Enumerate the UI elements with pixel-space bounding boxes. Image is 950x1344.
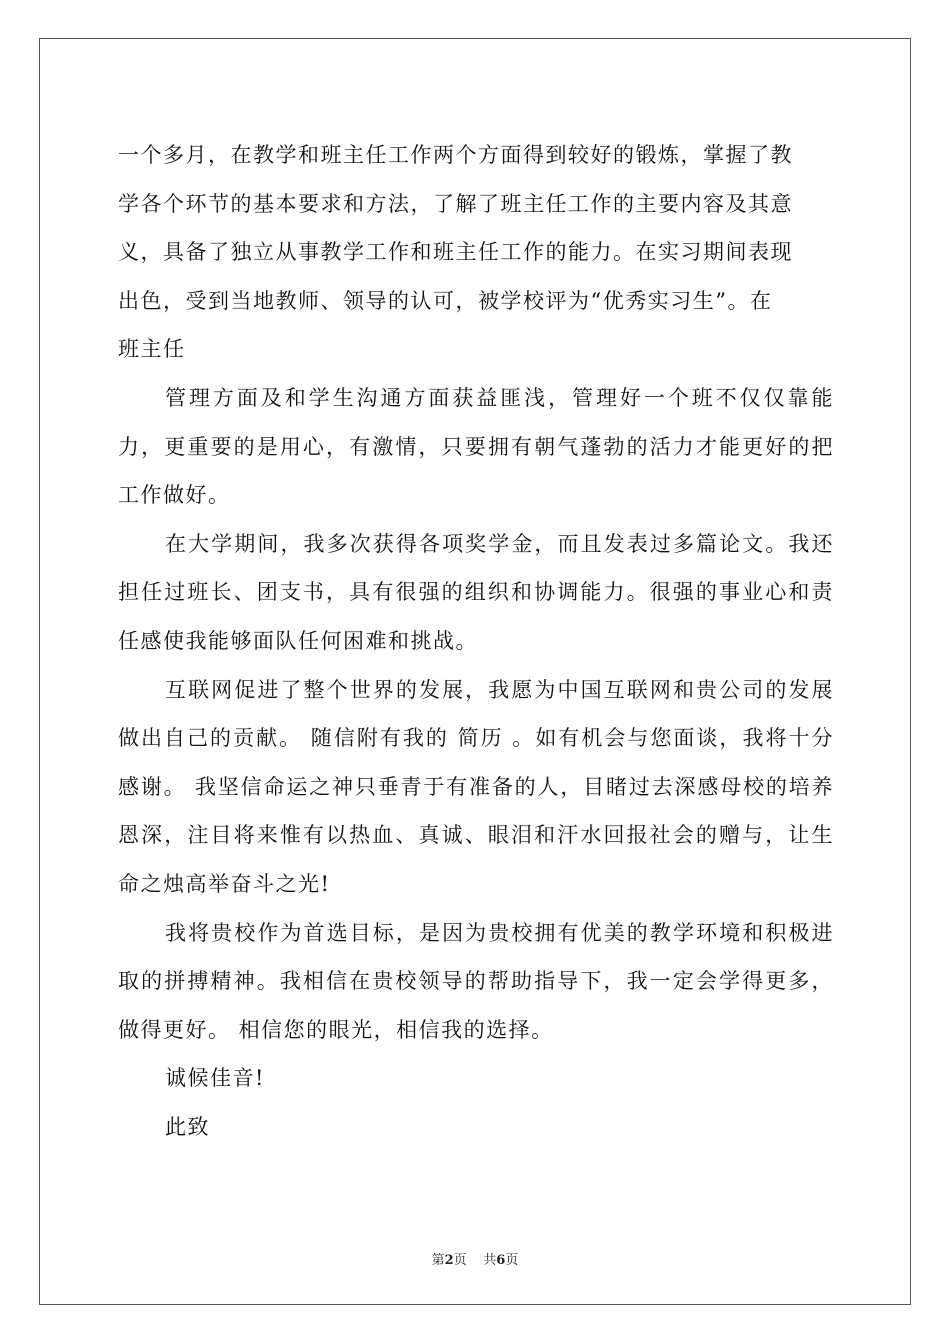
- page-prefix: 第: [431, 1253, 445, 1268]
- closing-await: 诚候佳音!: [165, 1066, 265, 1091]
- opening-paragraph: [118, 131, 834, 374]
- opening-line-5: 班主任: [118, 337, 186, 362]
- total-prefix: 共: [483, 1253, 497, 1268]
- paragraph-school-choice: 我将贵校作为首选目标，是因为贵校拥有优美的教学环境和积极进取的拼搏精神。我相信在贵校领导的帮助指导下，我一定会学得更多，做得更好。 相信您的眼光，相信我的选择。: [118, 920, 834, 1042]
- letter-body: [118, 131, 834, 1151]
- opening-line-3: 义，具备了独立从事教学工作和班主任工作的能力。在实习期间表现: [118, 240, 793, 265]
- paragraph-university: 在大学期间，我多次获得各项奖学金，而且发表过多篇论文。我还担任过班长、团支书，具有很强的组织和协调能力。很强的事业心和责任感使我能够面队任何困难和挑战。: [118, 531, 834, 653]
- total-suffix: 页: [505, 1253, 519, 1268]
- opening-line-4: 出色，受到当地教师、领导的认可，被学校评为“优秀实习生”。在: [118, 288, 773, 313]
- page-suffix: 页: [453, 1253, 467, 1268]
- paragraph-management: 管理方面及和学生沟通方面获益匪浅，管理好一个班不仅仅靠能力，更重要的是用心，有激情，只要拥有朝气蓬勃的活力才能更好的把工作做好。: [118, 385, 834, 508]
- opening-line-1: 一个多月，在教学和班主任工作两个方面得到较好的锻炼，掌握了教: [118, 143, 793, 167]
- paragraph-internet: 互联网促进了整个世界的发展，我愿为中国互联网和贵公司的发展做出自己的贡献。 随信附有我的 简历 。如有机会与您面谈，我将十分感谢。 我坚信命运之神只垂青于有准备的人，目睹过去深感母校的培养恩深，注目将来惟有以热血、真诚、眼泪和汗水回报社会的赠与，让生命之烛高举奋斗之光!: [118, 677, 834, 896]
- page-number: 2: [444, 1253, 454, 1268]
- opening-line-2: 学各个环节的基本要求和方法，了解了班主任工作的主要内容及其意: [118, 191, 793, 216]
- closing-salutation: 此致: [165, 1114, 210, 1139]
- page-footer: [0, 1249, 950, 1268]
- total-pages: 6: [496, 1253, 506, 1268]
